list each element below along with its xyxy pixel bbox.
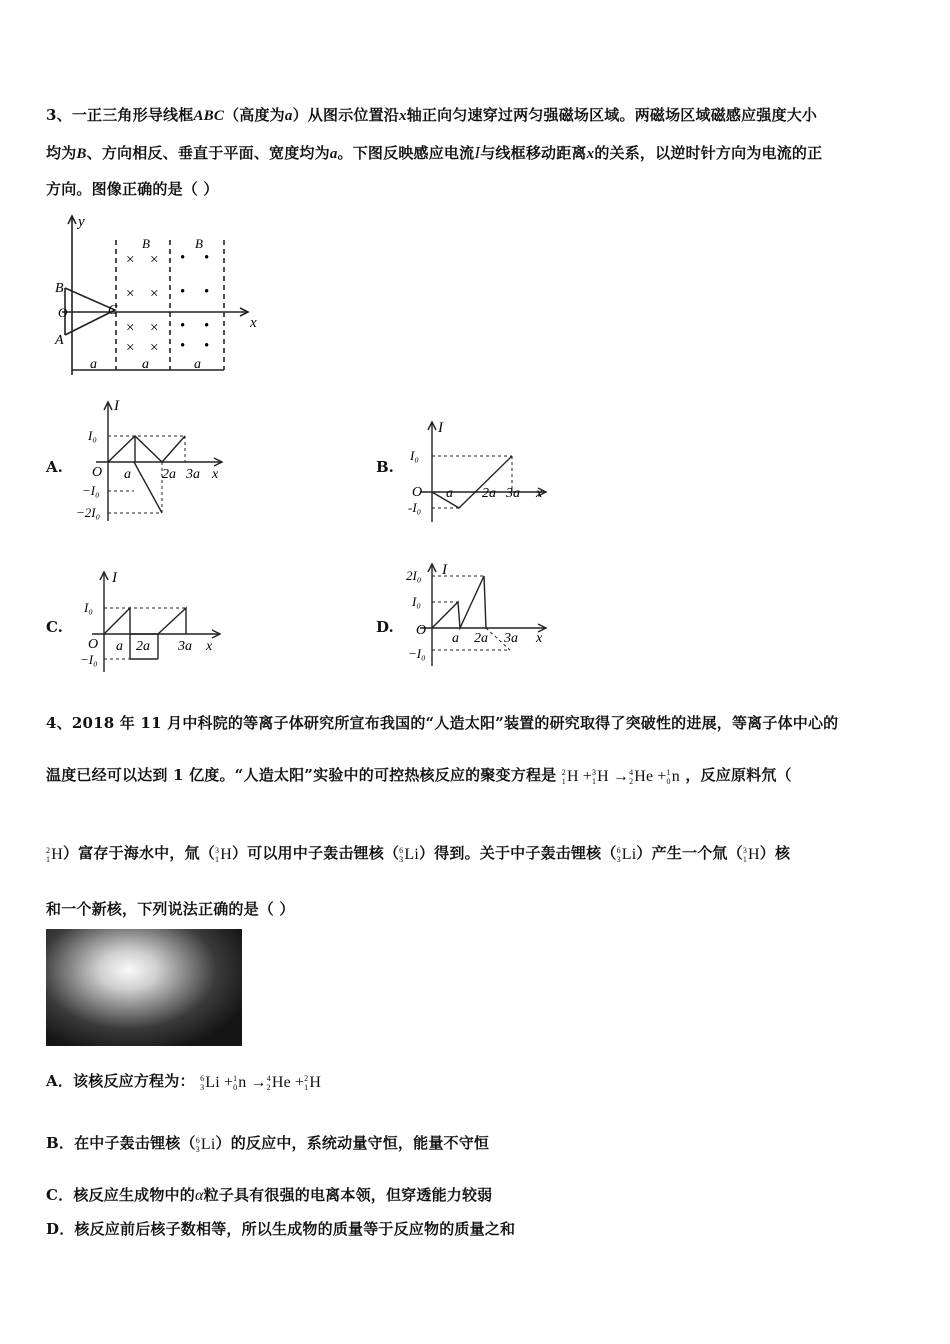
fig-field-B1: B [142,236,150,251]
cross-mark: × [126,320,135,336]
cross-mark: × [150,320,159,336]
option-c-graph[interactable] [82,566,232,676]
magnetic-field-figure [52,210,272,382]
cross-mark: × [126,340,135,356]
dot-mark: • [180,250,186,266]
fig-label-y: y [78,214,85,230]
svg-text:3a: 3a [504,631,518,646]
svg-text:I: I [442,562,447,578]
svg-text:3a: 3a [178,639,192,654]
svg-text:a: a [116,639,123,654]
svg-text:3a: 3a [506,486,520,501]
reaction-equation: 6 3 Li + 1 0 n → 4 2 He + 2 1 H [200,1073,322,1092]
q4-option-a[interactable]: A．该核反应方程为： 6 3 Li + 1 0 n → 4 2 He + 2 1 H [46,1072,322,1092]
axis-I: I [114,398,119,414]
fig-label-O: O [58,305,68,320]
svg-text:O: O [412,485,423,500]
option-d-label[interactable]: D. [376,618,394,636]
cross-mark: × [150,252,159,268]
tick-I0: I₀ [88,428,97,443]
svg-text:x: x [206,639,213,654]
fig-label-x: x [250,315,257,331]
svg-text:O: O [416,623,427,638]
cross-mark: × [126,252,135,268]
tick-neg-I0: −I₀ [82,483,100,498]
cross-mark: × [150,286,159,302]
q4-line-2: 温度已经可以达到 1 亿度。“人造太阳”实验中的可控热核反应的聚变方程是 2 1 H + 3 1 H → 4 2 He + 1 0 n ，反应原料氘（ [46,766,792,786]
dot-mark: • [204,284,210,300]
dot-mark: • [180,284,186,300]
fig-width-a1: a [90,357,97,372]
tick-3a: 3a [186,467,200,482]
svg-text:I₀: I₀ [84,600,93,615]
option-b-label[interactable]: B. [376,458,394,476]
origin: O [92,465,103,480]
cross-mark: × [126,286,135,302]
svg-text:−I₀: −I₀ [408,646,426,661]
svg-text:2a: 2a [474,631,488,646]
cross-marks [126,252,158,356]
fig-width-a2: a [142,357,149,372]
svg-text:O: O [88,637,99,652]
svg-text:2a: 2a [136,639,150,654]
svg-text:x: x [536,486,543,501]
dot-mark: • [204,250,210,266]
svg-text:I₀: I₀ [410,448,419,463]
fig-width-a3: a [194,357,201,372]
svg-text:a: a [452,631,459,646]
svg-text:−I₀: −I₀ [80,652,98,667]
option-a-graph[interactable] [76,396,232,526]
svg-text:I: I [112,570,117,586]
dot-mark: • [204,318,210,334]
svg-text:a: a [446,486,453,501]
q4-line-4: 和一个新核，下列说法正确的是（ ） [46,900,295,918]
q4-line-3: 2 1 H）富存于海水中，氚（ 3 1 H）可以用中子轰击锂核（ 6 3 Li）得到。关于中子轰击锂核（ 6 3 Li）产生一个氚（ 3 1 H）核 [46,844,791,864]
option-c-label[interactable]: C. [46,618,63,636]
q3-line-2: 均为B、方向相反、垂直于平面、宽度均为a。下图反映感应电流I与线框移动距离x的关系，以逆时针方向为电流的正 [46,143,823,162]
q3-line-1: 3、一正三角形导线框ABC（高度为a）从图示位置沿x轴正向匀速穿过两匀强磁场区域。两磁场区域磁感应强度大小 [46,106,818,124]
svg-text:2I₀: 2I₀ [406,568,422,583]
svg-text:x: x [536,631,543,646]
svg-text:I: I [438,420,443,436]
dot-mark: • [204,338,210,354]
fig-label-B: B [55,281,64,296]
q4-option-c[interactable]: C．核反应生成物中的α粒子具有很强的电离本领，但穿透能力较弱 [46,1186,493,1204]
option-b-graph[interactable] [404,416,554,526]
q4-line-1: 4、2018 年 11 月中科院的等离子体研究所宣布我国的“人造太阳”装置的研究取得了突破性的进展，等离子体中心的 [46,714,839,732]
axis-x: x [212,467,219,482]
fig-label-C: C [108,303,118,318]
option-a-label[interactable]: A. [46,458,63,476]
dot-mark: • [180,318,186,334]
fig-label-A: A [55,333,64,348]
svg-text:I₀: I₀ [412,594,421,609]
q4-option-d[interactable]: D．核反应前后核子数相等，所以生成物的质量等于反应物的质量之和 [46,1220,516,1238]
option-d-graph[interactable] [404,558,554,670]
fig-field-B2: B [195,236,203,251]
dot-marks [180,250,209,354]
tick-2a: 2a [162,467,176,482]
tick-a: a [124,467,131,482]
svg-text:2a: 2a [482,486,496,501]
dot-mark: • [180,338,186,354]
fusion-plasma-photo [46,929,242,1046]
q4-option-b[interactable]: B．在中子轰击锂核（ 6 3 Li）的反应中，系统动量守恒，能量不守恒 [46,1134,490,1154]
svg-text:-I₀: -I₀ [408,500,422,515]
q3-line-3: 方向。图像正确的是（ ） [46,180,219,198]
tick-neg-2I0: −2I₀ [76,505,101,520]
fusion-equation: 2 1 H + 3 1 H → 4 2 He + 1 0 n [561,767,680,786]
cross-mark: × [150,340,159,356]
